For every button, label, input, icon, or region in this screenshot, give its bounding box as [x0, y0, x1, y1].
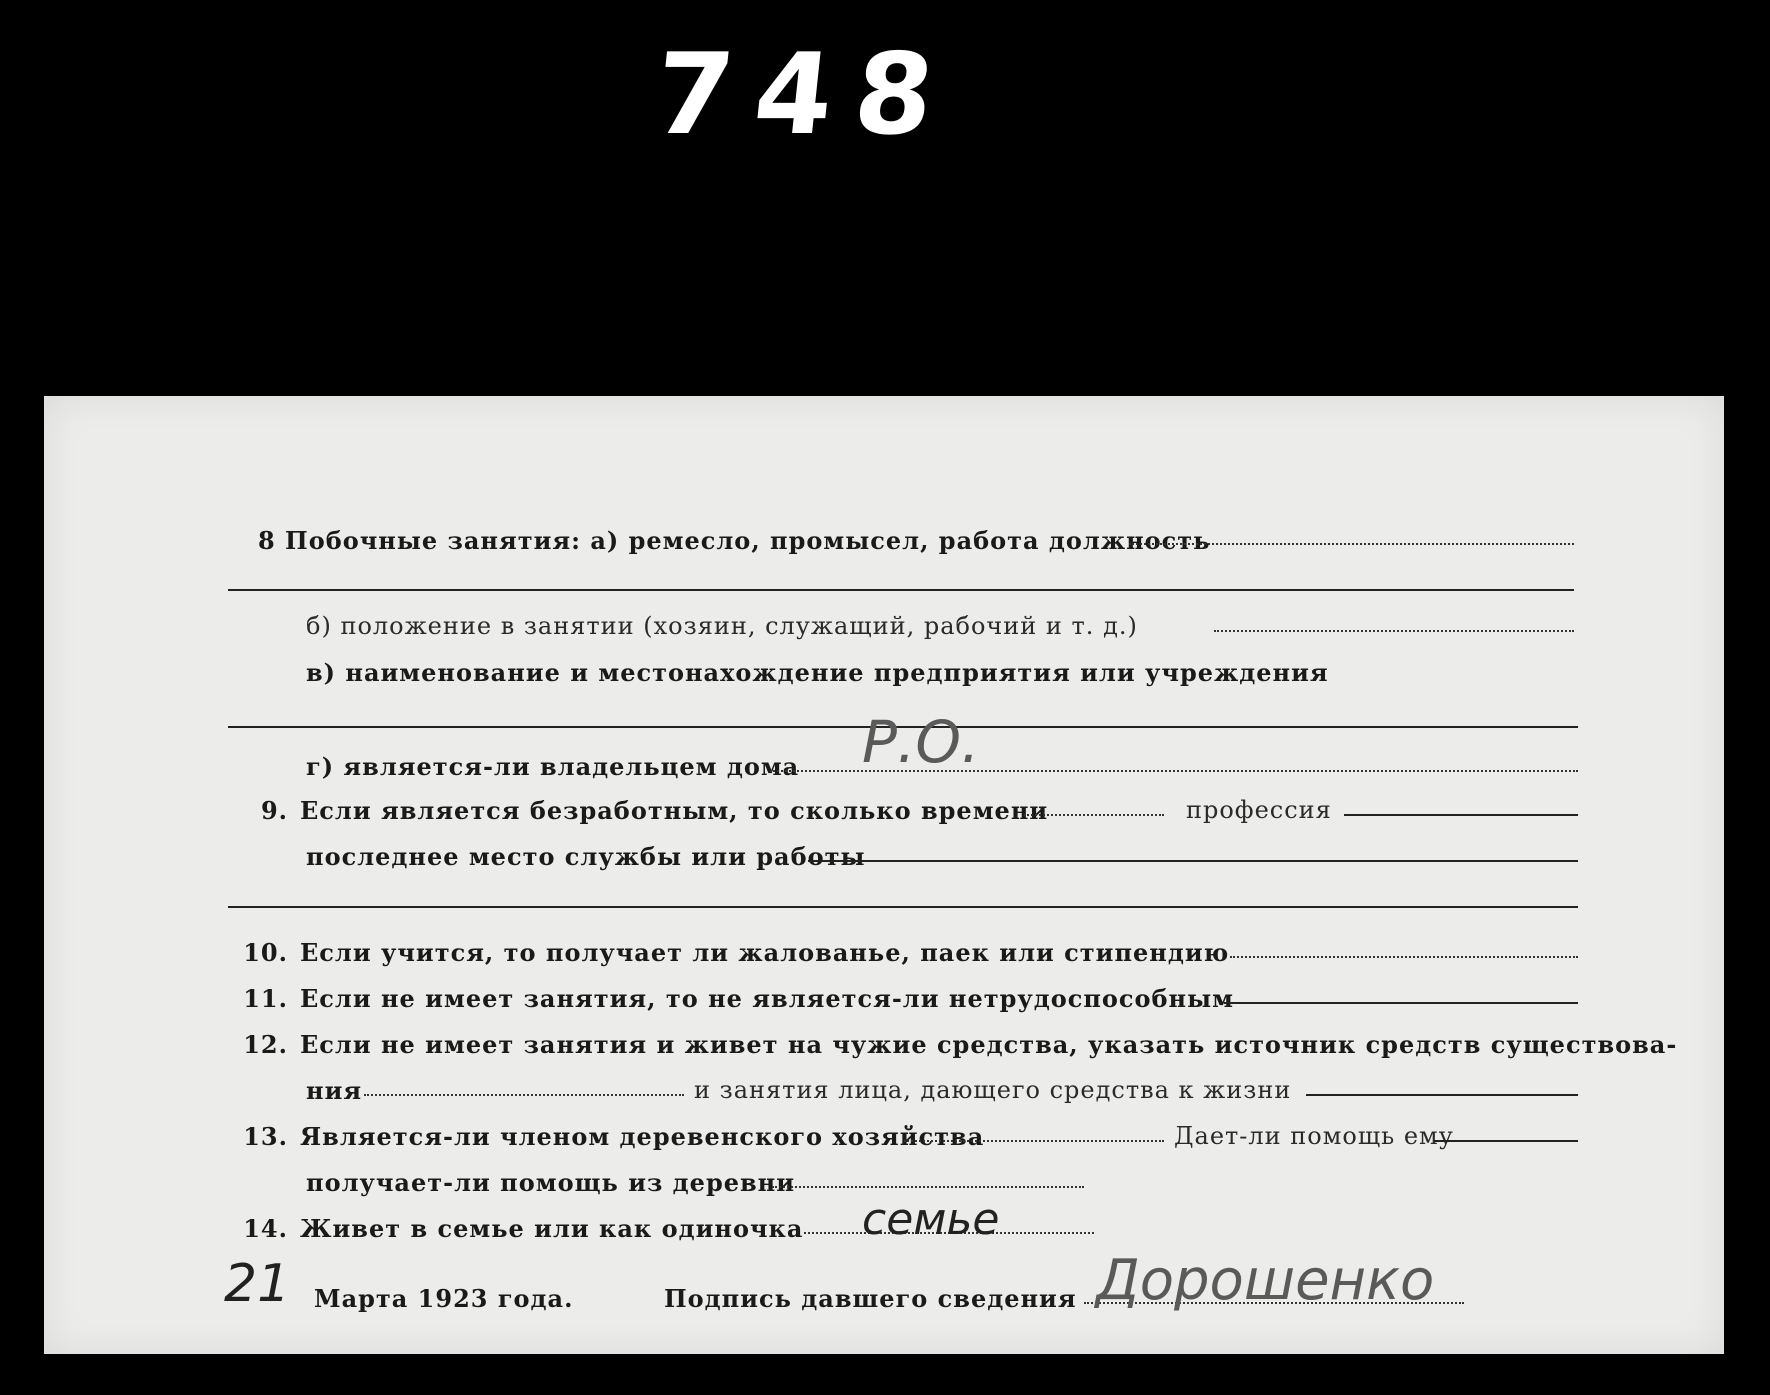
- q9-continuation-line: [228, 906, 1578, 908]
- footer-date: Марта 1923 года.: [314, 1284, 574, 1313]
- q14-line: [228, 1214, 803, 1243]
- q13-member-line: [904, 1140, 1164, 1142]
- q9-time-line: [1024, 814, 1164, 816]
- q8-b-answer-line: [1214, 630, 1574, 632]
- q12-line-a: [228, 1030, 1677, 1059]
- signature-label: Подпись давшего сведения: [664, 1284, 1077, 1313]
- q9-profession-label: профессия: [1186, 796, 1332, 824]
- q12-text-c: и занятия лица, дающего средства к жизни: [694, 1076, 1292, 1104]
- q12-source-line: [364, 1094, 684, 1096]
- q10-number: 10.: [243, 938, 288, 967]
- q13-line-a: [228, 1122, 984, 1151]
- q10-line: [228, 938, 1229, 967]
- q12-text-b: ния: [306, 1076, 363, 1105]
- q12-number: 12.: [243, 1030, 288, 1059]
- q9-text-a: Если является безработным, то сколько времени: [300, 796, 1049, 825]
- q13-number: 13.: [243, 1122, 288, 1151]
- q8-answer-line: [1129, 543, 1574, 545]
- q10-text: Если учится, то получает ли жалованье, паек или стипендию: [300, 938, 1230, 967]
- q13-text-b: Дает-ли помощь ему: [1174, 1122, 1454, 1150]
- q8-label: 8 Побочные занятия: а) ремесло, промысел, работа должность: [258, 526, 1211, 555]
- q13-receive-line: [772, 1186, 1084, 1188]
- handwriting-signature: Дорошенко: [1096, 1248, 1435, 1313]
- q12-occupation-line: [1306, 1094, 1578, 1096]
- handwriting-house-owner: Р.О.: [862, 708, 980, 776]
- q9-number: 9.: [260, 796, 288, 825]
- q13-help-line: [1434, 1140, 1578, 1142]
- q9-line-a: [228, 796, 1048, 825]
- q9-last-place-label: последнее место службы или работы: [306, 842, 866, 871]
- q9-profession-line: [1344, 814, 1578, 816]
- q13-text-c: получает-ли помощь из деревни: [306, 1168, 796, 1197]
- handwriting-family: семье: [862, 1194, 1000, 1245]
- q14-text: Живет в семье или как одиночка: [300, 1214, 804, 1243]
- q8-continuation-line: [228, 589, 1574, 591]
- q8-g-label: г) является-ли владельцем дома: [306, 752, 800, 781]
- q9-last-place-line: [808, 860, 1578, 862]
- q14-number: 14.: [243, 1214, 288, 1243]
- q13-text-a: Является-ли членом деревенского хозяйства: [300, 1122, 985, 1151]
- q11-answer-line: [1224, 1002, 1578, 1004]
- q11-number: 11.: [243, 984, 288, 1013]
- q10-answer-line: [1230, 956, 1578, 958]
- handwriting-day: 21: [224, 1254, 291, 1314]
- q11-text: Если не имеет занятия, то не является-ли нетрудоспособным: [300, 984, 1235, 1013]
- q11-line: [228, 984, 1234, 1013]
- census-form-card: [44, 396, 1724, 1354]
- q12-text-a: Если не имеет занятия и живет на чужие средства, указать источник средств существова-: [300, 1030, 1678, 1059]
- q8-v-label: в) наименование и местонахождение предприятия или учреждения: [306, 658, 1329, 687]
- frame-number: 748: [648, 30, 962, 160]
- q8-b-label: б) положение в занятии (хозяин, служащий, рабочий и т. д.): [306, 612, 1138, 640]
